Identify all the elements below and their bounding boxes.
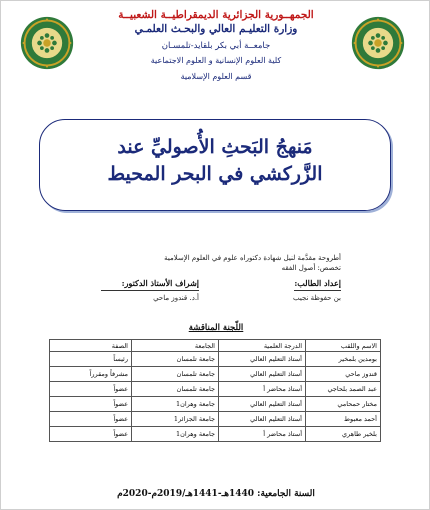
member-name: عبد الصمد بلحاجي — [306, 382, 381, 397]
table-row — [50, 427, 381, 442]
member-university: جامعة تلمسان — [132, 382, 219, 397]
member-rank: أستاذ التعليم العالي — [219, 397, 306, 412]
member-name: مختار حمحامي — [306, 397, 381, 412]
committee-header-row — [50, 340, 381, 352]
university-name: جامعــة أبي بكر بلقايد-تلمسـان — [161, 41, 271, 51]
student-label-underline — [294, 290, 341, 291]
table-row — [50, 382, 381, 397]
column-header: الصفة — [50, 340, 132, 352]
department-name: قسم العلوم الإسلامية — [180, 72, 252, 81]
member-role: عضواً — [50, 397, 132, 412]
table-row — [50, 412, 381, 427]
student-label: إعداد الطالب: — [294, 278, 341, 288]
column-header: الجامعة — [132, 340, 219, 352]
academic-year: السنة الجامعية: 1440هـ-1441هـ/2019م-2020م — [117, 489, 315, 499]
member-name: قندوز ماحي — [306, 367, 381, 382]
table-row — [50, 352, 381, 367]
supervisor-label: إشراف الأستاذ الدكتور: — [121, 278, 199, 288]
thesis-title-line-2: الزَّركشي في البحر المحيط — [107, 163, 323, 185]
committee-title-text: اللّجنة المناقشة — [188, 323, 244, 333]
column-header: الدرجة العلمية — [219, 340, 306, 352]
member-rank: أستاذ التعليم العالي — [219, 352, 306, 367]
table-row — [50, 367, 381, 382]
thesis-title-line-1: مَنهجُ البَحثِ الأُصوليِّ عند — [117, 136, 313, 158]
ministry-name: وزارة التعليـم العالي والبحـث العلمـي — [134, 23, 298, 35]
university-seal-icon — [19, 15, 75, 71]
committee-table — [49, 339, 381, 442]
member-university: جامعة الجزائر1 — [132, 412, 219, 427]
thesis-description: أطروحة مقدَّمة لنيل شهادة دكتوراه علوم في العلوم الإسلامية — [164, 254, 341, 262]
thesis-specialty: تخصص: أصول الفقه — [281, 264, 341, 272]
member-rank: أستاذ التعليم العالي — [219, 367, 306, 382]
member-rank: أستاذ محاضر أ — [219, 382, 306, 397]
republic-name: الجمهــورية الجزائرية الديمقراطيــة الشعبيــة — [118, 9, 314, 21]
member-university: جامعة وهران1 — [132, 397, 219, 412]
member-role: رئيساً — [50, 352, 132, 367]
student-name: بن حفوظة نجيب — [293, 294, 341, 302]
column-header: الاسم واللقب — [306, 340, 381, 352]
supervisor-label-underline — [101, 290, 199, 291]
faculty-name: كلية العلوم الإنسانية و العلوم الاجتماعية — [150, 56, 282, 65]
member-role: عضواً — [50, 412, 132, 427]
member-role: مشرفاً ومقرراً — [50, 367, 132, 382]
thesis-title-box — [39, 119, 391, 211]
institution-header — [91, 9, 341, 83]
table-row — [50, 397, 381, 412]
supervisor-name: أ.د. قندوز ماحي — [153, 294, 199, 302]
committee-title — [151, 323, 281, 333]
member-name: بلخير طاهري — [306, 427, 381, 442]
university-seal-icon — [350, 15, 406, 71]
member-university: جامعة تلمسان — [132, 352, 219, 367]
member-role: عضواً — [50, 427, 132, 442]
member-rank: أستاذ التعليم العالي — [219, 412, 306, 427]
member-role: عضواً — [50, 382, 132, 397]
member-rank: أستاذ محاضر أ — [219, 427, 306, 442]
member-name: أحمد معبوط — [306, 412, 381, 427]
member-name: بومدين بلمخير — [306, 352, 381, 367]
member-university: جامعة وهران1 — [132, 427, 219, 442]
member-university: جامعة تلمسان — [132, 367, 219, 382]
